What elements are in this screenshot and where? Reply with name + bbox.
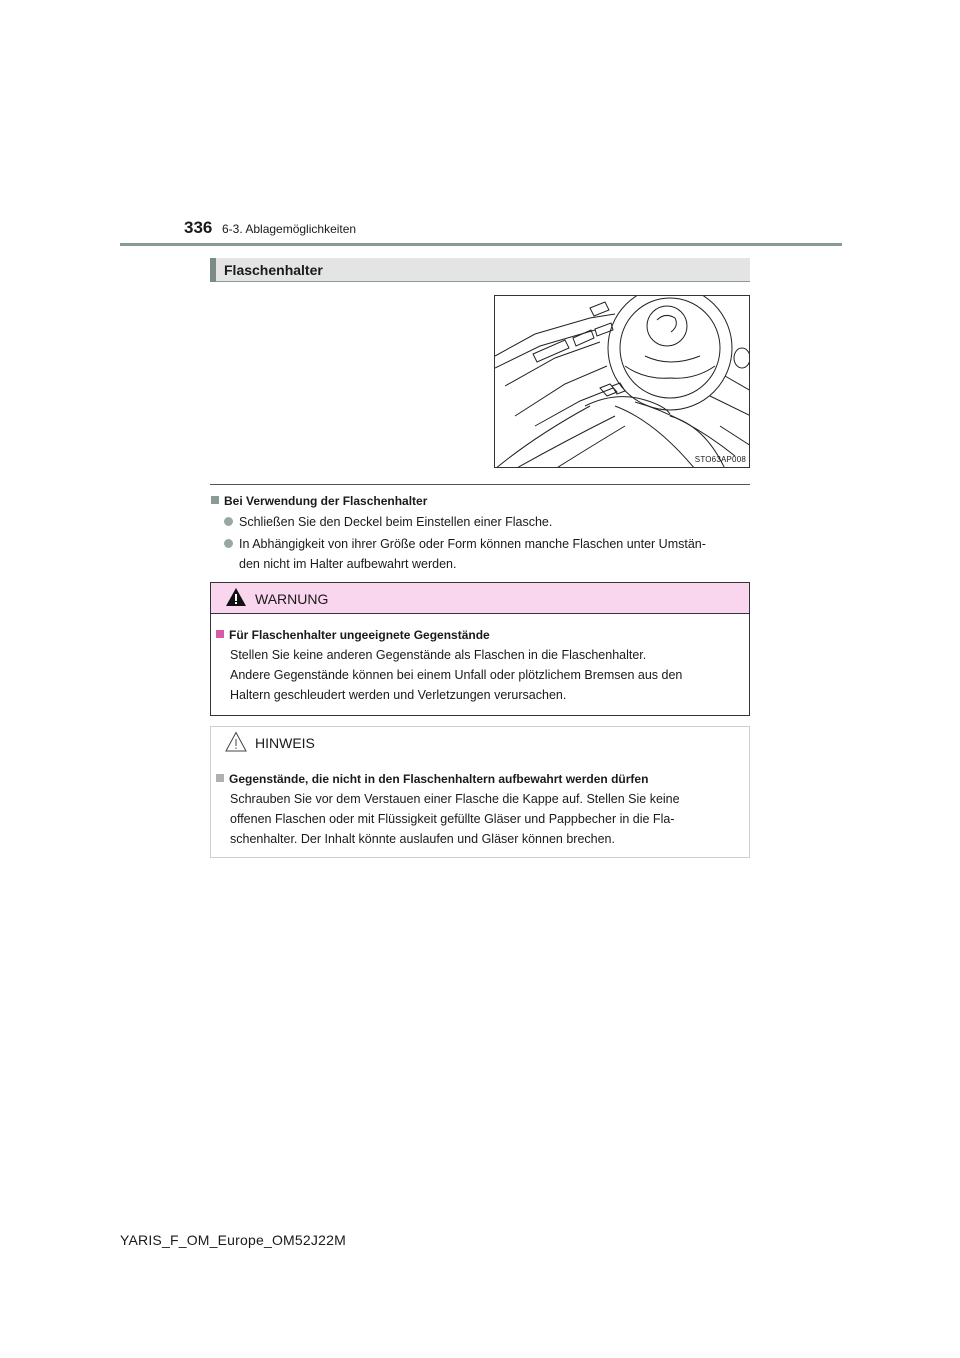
figure-code: STO63AP008: [694, 455, 746, 464]
bullet-dot-icon: [224, 517, 233, 526]
warning-subheading-text: Für Flaschenhalter ungeeignete Gegenstände: [229, 628, 490, 642]
section-divider: [210, 484, 750, 485]
footer-code: YARIS_F_OM_Europe_OM52J22M: [120, 1232, 346, 1248]
notice-triangle-icon: [225, 731, 247, 753]
notice-line: offenen Flaschen oder mit Flüssigkeit gefüllte Gläser und Pappbecher in die Fla-: [230, 812, 675, 826]
page-number: 336: [184, 218, 213, 237]
section-title-bar: [210, 258, 750, 282]
warning-body: [216, 625, 744, 705]
bullet-item: [224, 534, 750, 554]
warning-box: [210, 582, 750, 716]
notice-header: [211, 727, 749, 757]
bullet-continuation: den nicht im Halter aufbewahrt werden.: [239, 557, 457, 571]
notice-line: schenhalter. Der Inhalt könnte auslaufen und Gläser können brechen.: [230, 832, 615, 846]
warning-marker-icon: [216, 630, 224, 638]
warning-title: WARNUNG: [255, 591, 329, 607]
warning-subheading: [216, 625, 744, 645]
header-rule: [120, 243, 842, 246]
notice-line: Schrauben Sie vor dem Verstauen einer Flasche die Kappe auf. Stellen Sie keine: [230, 792, 680, 806]
bullet-text: In Abhängigkeit von ihrer Größe oder Form können manche Flaschen unter Umstän-: [239, 537, 706, 551]
info-heading: [211, 494, 427, 508]
chapter-title: 6-3. Ablagemöglichkeiten: [222, 222, 357, 236]
notice-box: [210, 726, 750, 858]
notice-subheading-text: Gegenstände, die nicht in den Flaschenhaltern aufbewahrt werden dürfen: [229, 772, 649, 786]
notice-marker-icon: [216, 774, 224, 782]
section-title-marker: [210, 258, 216, 282]
notice-subheading: [216, 769, 744, 789]
warning-triangle-icon: [225, 587, 247, 607]
warning-line: Stellen Sie keine anderen Gegenstände als Flaschen in die Flaschenhalter.: [230, 648, 647, 662]
warning-line: Haltern geschleudert werden und Verletzungen verursachen.: [230, 688, 567, 702]
notice-body: [216, 769, 744, 849]
bullet-text: Schließen Sie den Deckel beim Einstellen einer Flasche.: [239, 515, 553, 529]
info-heading-text: Bei Verwendung der Flaschenhalter: [224, 494, 428, 508]
illustration-drawing: [495, 296, 750, 468]
bullet-dot-icon: [224, 539, 233, 548]
heading-marker-icon: [211, 496, 219, 504]
section-title: Flaschenhalter: [224, 262, 323, 278]
warning-header: [211, 583, 749, 614]
bullet-item: [224, 512, 750, 532]
warning-line: Andere Gegenstände können bei einem Unfall oder plötzlichem Bremsen aus den: [230, 668, 683, 682]
notice-title: HINWEIS: [255, 735, 315, 751]
bottle-holder-illustration: [494, 295, 750, 468]
